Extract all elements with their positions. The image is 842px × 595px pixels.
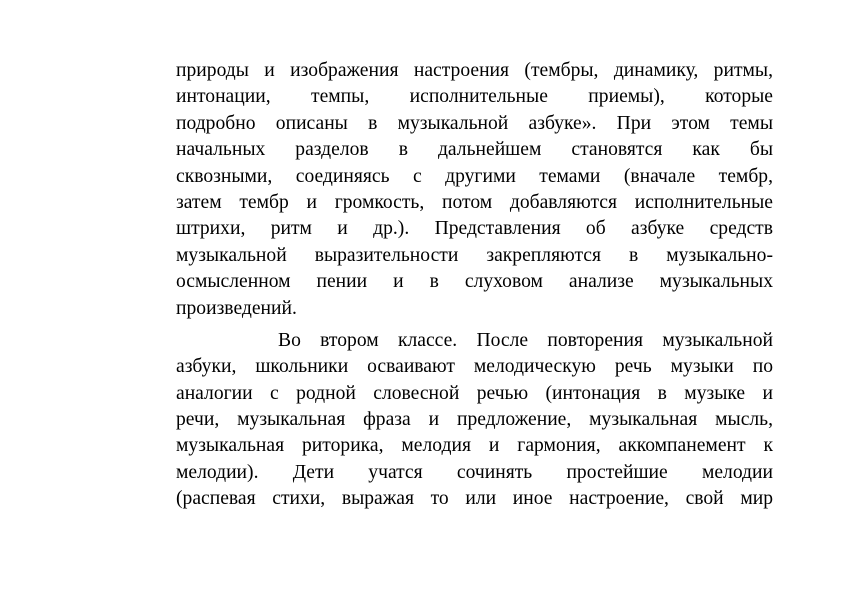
text-line: осмысленном пении и в слуховом анализе музыкальных: [176, 271, 773, 293]
text-line: азбуки, школьники осваивают мелодическую речь музыки по: [176, 356, 773, 378]
paragraph-2: [176, 328, 773, 513]
text-line: начальных разделов в дальнейшем становятся как бы: [176, 139, 773, 161]
paragraph-1: [176, 58, 773, 322]
text-line: природы и изображения настроения (тембры, динамику, ритмы,: [176, 60, 773, 81]
text-line: штрихи, ритм и др.). Представления об азбуке средств: [176, 218, 773, 240]
text-line: произведений.: [176, 297, 297, 319]
body-text: [176, 58, 773, 513]
text-line: музыкальная риторика, мелодия и гармония, аккомпанемент к: [176, 435, 773, 457]
text-line: (распевая стихи, выражая то или иное настроение, свой мир: [176, 488, 773, 510]
text-line: интонации, темпы, исполнительные приемы), которые: [176, 86, 773, 108]
text-line: затем тембр и громкость, потом добавляются исполнительные: [176, 191, 773, 213]
text-line: сквозными, соединяясь с другими темами (вначале тембр,: [176, 165, 773, 187]
text-line: аналогии с родной словесной речью (интонация в музыке и: [176, 382, 773, 404]
text-line: подробно описаны в музыкальной азбуке». При этом темы: [176, 112, 773, 134]
text-line: музыкальной выразительности закрепляются в музыкально-: [176, 244, 773, 266]
text-line: мелодии). Дети учатся сочинять простейшие мелодии: [176, 461, 773, 483]
text-line: Во втором классе. После повторения музыкальной: [278, 329, 773, 351]
text-line: речи, музыкальная фраза и предложение, музыкальная мысль,: [176, 409, 773, 431]
